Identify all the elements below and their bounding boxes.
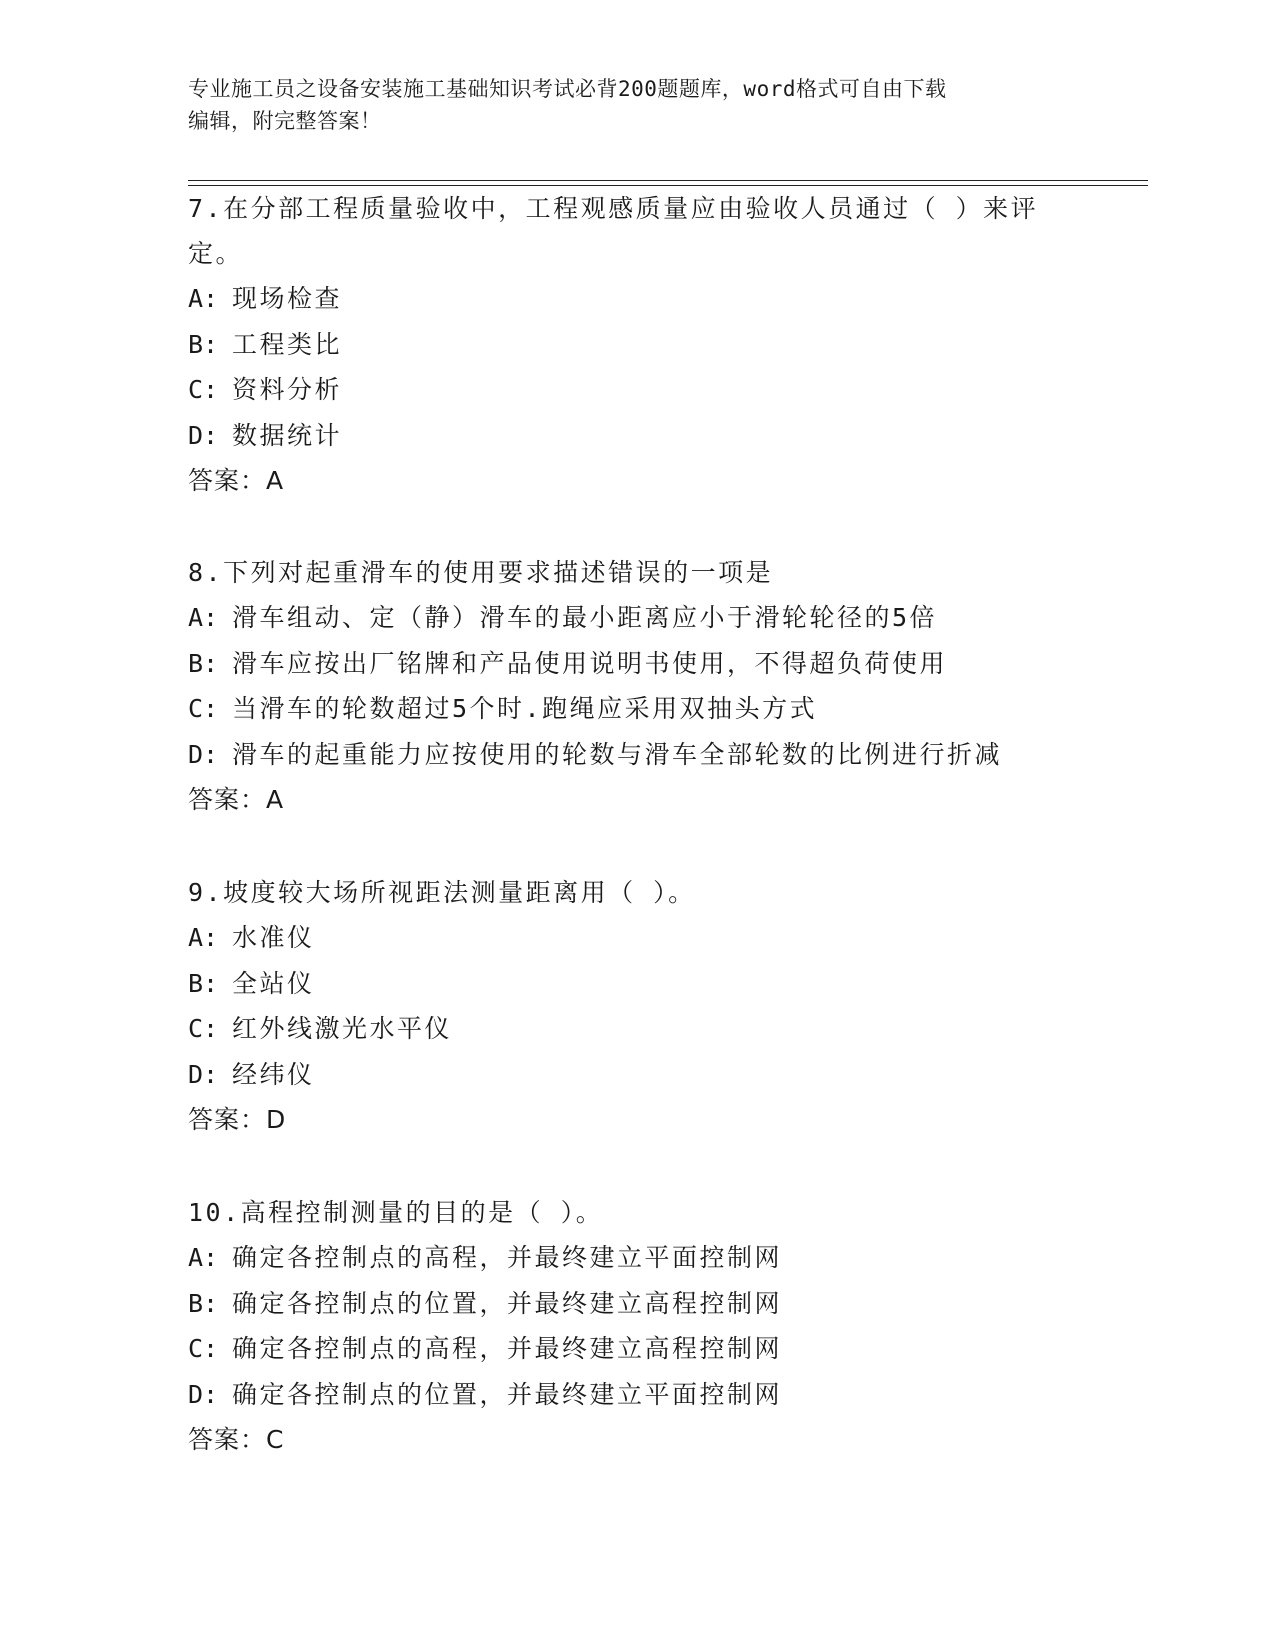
option-text: 滑车组动、定（静）滑车的最小距离应小于滑轮轮径的5倍 [232,603,938,632]
option-d [188,413,1088,459]
option-key: A: [188,284,219,313]
question-block [188,870,1088,1142]
option-a [188,915,1088,961]
question-text: 10.高程控制测量的目的是（ ）。 [188,1198,604,1227]
option-text: 确定各控制点的高程，并最终建立平面控制网 [232,1243,783,1272]
question-block [188,186,1088,503]
option-b [188,641,1088,687]
question-block [188,1190,1088,1462]
option-c [188,1326,1088,1372]
option-text: 确定各控制点的位置，并最终建立平面控制网 [232,1379,783,1409]
header-title-line-1: 专业施工员之设备安装施工基础知识考试必背200题题库，word格式可自由下载 [188,77,947,101]
option-a [188,595,1088,641]
option-key: D: [188,1379,219,1409]
question-text: 8.下列对起重滑车的使用要求描述错误的一项是 [188,558,774,587]
option-a [188,276,1088,322]
option-key: C: [188,375,219,404]
option-key: D: [188,1059,219,1089]
header-divider-top [188,180,1148,181]
option-b [188,322,1088,368]
option-b [188,1281,1088,1327]
option-text: 滑车应按出厂铭牌和产品使用说明书使用，不得超负荷使用 [232,648,948,678]
question-text: 7.在分部工程质量验收中，工程观感质量应由验收人员通过（ ）来评定。 [188,194,1039,268]
question-block [188,550,1088,822]
answer-line: 答案：D [188,1105,287,1134]
option-text: 水准仪 [232,923,315,952]
header-title-line-2: 编辑，附完整答案！ [188,109,382,133]
option-key: A: [188,1243,219,1272]
option-b [188,961,1088,1007]
option-text: 全站仪 [232,968,315,998]
option-c [188,367,1088,413]
document-header [188,73,1088,137]
option-key: D: [188,420,219,450]
option-key: A: [188,603,219,632]
option-c [188,686,1088,732]
option-text: 经纬仪 [232,1059,315,1089]
option-a [188,1235,1088,1281]
option-key: D: [188,739,219,769]
question-text: 9.坡度较大场所视距法测量距离用（ ）。 [188,878,696,907]
option-text: 当滑车的轮数超过5个时.跑绳应采用双抽头方式 [232,694,818,723]
option-text: 确定各控制点的高程，并最终建立高程控制网 [232,1334,783,1363]
answer-line: 答案：A [188,466,285,495]
option-key: B: [188,1288,219,1318]
option-key: C: [188,1334,219,1363]
option-c [188,1006,1088,1052]
option-key: B: [188,648,219,678]
option-text: 现场检查 [232,284,343,313]
option-d [188,1052,1088,1098]
option-text: 工程类比 [232,329,343,359]
option-key: A: [188,923,219,952]
option-text: 数据统计 [232,420,343,450]
option-text: 资料分析 [232,375,343,404]
answer-line: 答案：A [188,785,285,814]
option-key: C: [188,694,219,723]
option-text: 红外线激光水平仪 [232,1014,453,1043]
answer-line: 答案：C [188,1425,285,1454]
option-d [188,1372,1088,1418]
option-text: 确定各控制点的位置，并最终建立高程控制网 [232,1288,783,1318]
option-key: C: [188,1014,219,1043]
option-text: 滑车的起重能力应按使用的轮数与滑车全部轮数的比例进行折减 [232,739,1003,769]
option-d [188,732,1088,778]
option-key: B: [188,329,219,359]
option-key: B: [188,968,219,998]
